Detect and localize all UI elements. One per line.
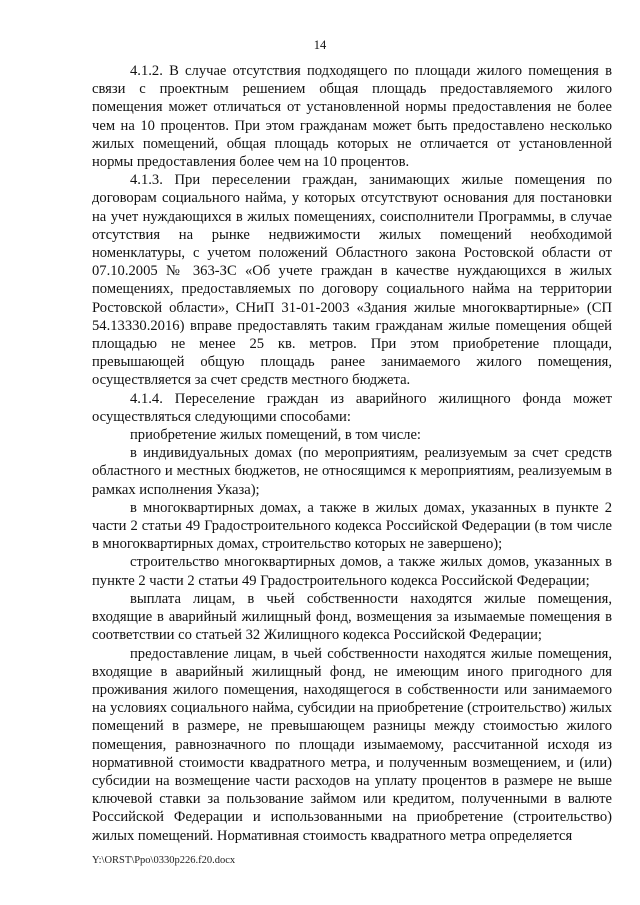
list-item-individual-houses: в индивидуальных домах (по мероприятиям, реализуемым за счет средств областного и местных бюджетов, не относящимся к мероприятиям, реализуемым в рамках исполнения Указа); [92,445,612,498]
page-number: 14 [313,38,327,52]
list-item-construction: строительство многоквартирных домов, а также жилых домов, указанных в пункте 2 части 2 статьи 49 Градостроительного кодекса Российской Федерации; [92,554,612,589]
list-item-subsidy: предоставление лицам, в чьей собственности находятся жилые помещения, входящие в аварийный жилищный фонд, не имеющим иного пригодного для проживания жилого помещения, находящегося в собственности или занимаемого на условиях социального найма, субсидии на приобретение (строительство) жилых помещений в размере, не превышающем разницы между стоимостью жилого помещения, равнозначного по площади изымаемому, рассчитанной исходя из нормативной стоимости квадратного метра, и полученным возмещением, и (или) субсидии на возмещение части расходов на уплату процентов в размере не выше ключевой ставки за пользование займом или кредитом, полученными в валюте Российской Федерации и использованными на приобретение (строительство) жилых помещений. Нормативная стоимость квадратного метра определяется [92,645,612,844]
document-body [92,62,612,845]
list-item-acquisition: приобретение жилых помещений, в том числе: [130,427,421,444]
list-item-compensation: выплата лицам, в чьей собственности находятся жилые помещения, входящие в аварийный жилищный фонд, возмещения за изымаемые помещения в соответствии со статьей 32 Жилищного кодекса Российской Федерации; [92,590,612,644]
list-item-apartment-buildings: в многоквартирных домах, а также в жилых домах, указанных в пункте 2 части 2 статьи 49 Градостроительного кодекса Российской Федерации (в том числе в многоквартирных домах, строительство которых не завершено); [92,499,612,553]
paragraph-4-1-3: 4.1.3. При переселении граждан, занимающих жилые помещения по договорам социального найма, у которых отсутствуют основания для постановки на учет нуждающихся в жилых помещениях, соисполнители Программы, в случае отсутствия на рынке недвижимости жилых помещений необходимой номенклатуры, с учетом положений Областного закона Ростовской области от 07.10.2005 № 363-ЗС «Об учете граждан в качестве нуждающихся в жилых помещениях, предоставляемых по договору социального найма на территории Ростовской области», СНиП 31-01-2003 «Здания жилые многоквартирные» (СП 54.13330.2016) вправе предоставлять таким гражданам жилые помещения общей площадью не менее 25 кв. метров. При этом приобретение площади, превышающей общую площадь ранее занимаемого жилого помещения, осуществляется за счет средств местного бюджета. [92,172,612,389]
paragraph-4-1-2: 4.1.2. В случае отсутствия подходящего по площади жилого помещения в связи с проектным решением общая площадь предоставляемого жилого помещения может отличаться от установленной нормы предоставления не более чем на 10 процентов. При этом гражданам может быть предоставлено несколько жилых помещений, общая площадь которых не отличается от установленной нормы предоставления более чем на 10 процентов. [92,63,612,171]
footer-file-path: Y:\ORST\Ppo\0330p226.f20.docx [92,855,236,866]
paragraph-4-1-4: 4.1.4. Переселение граждан из аварийного жилищного фонда может осуществляться следующими способами: [92,390,612,425]
